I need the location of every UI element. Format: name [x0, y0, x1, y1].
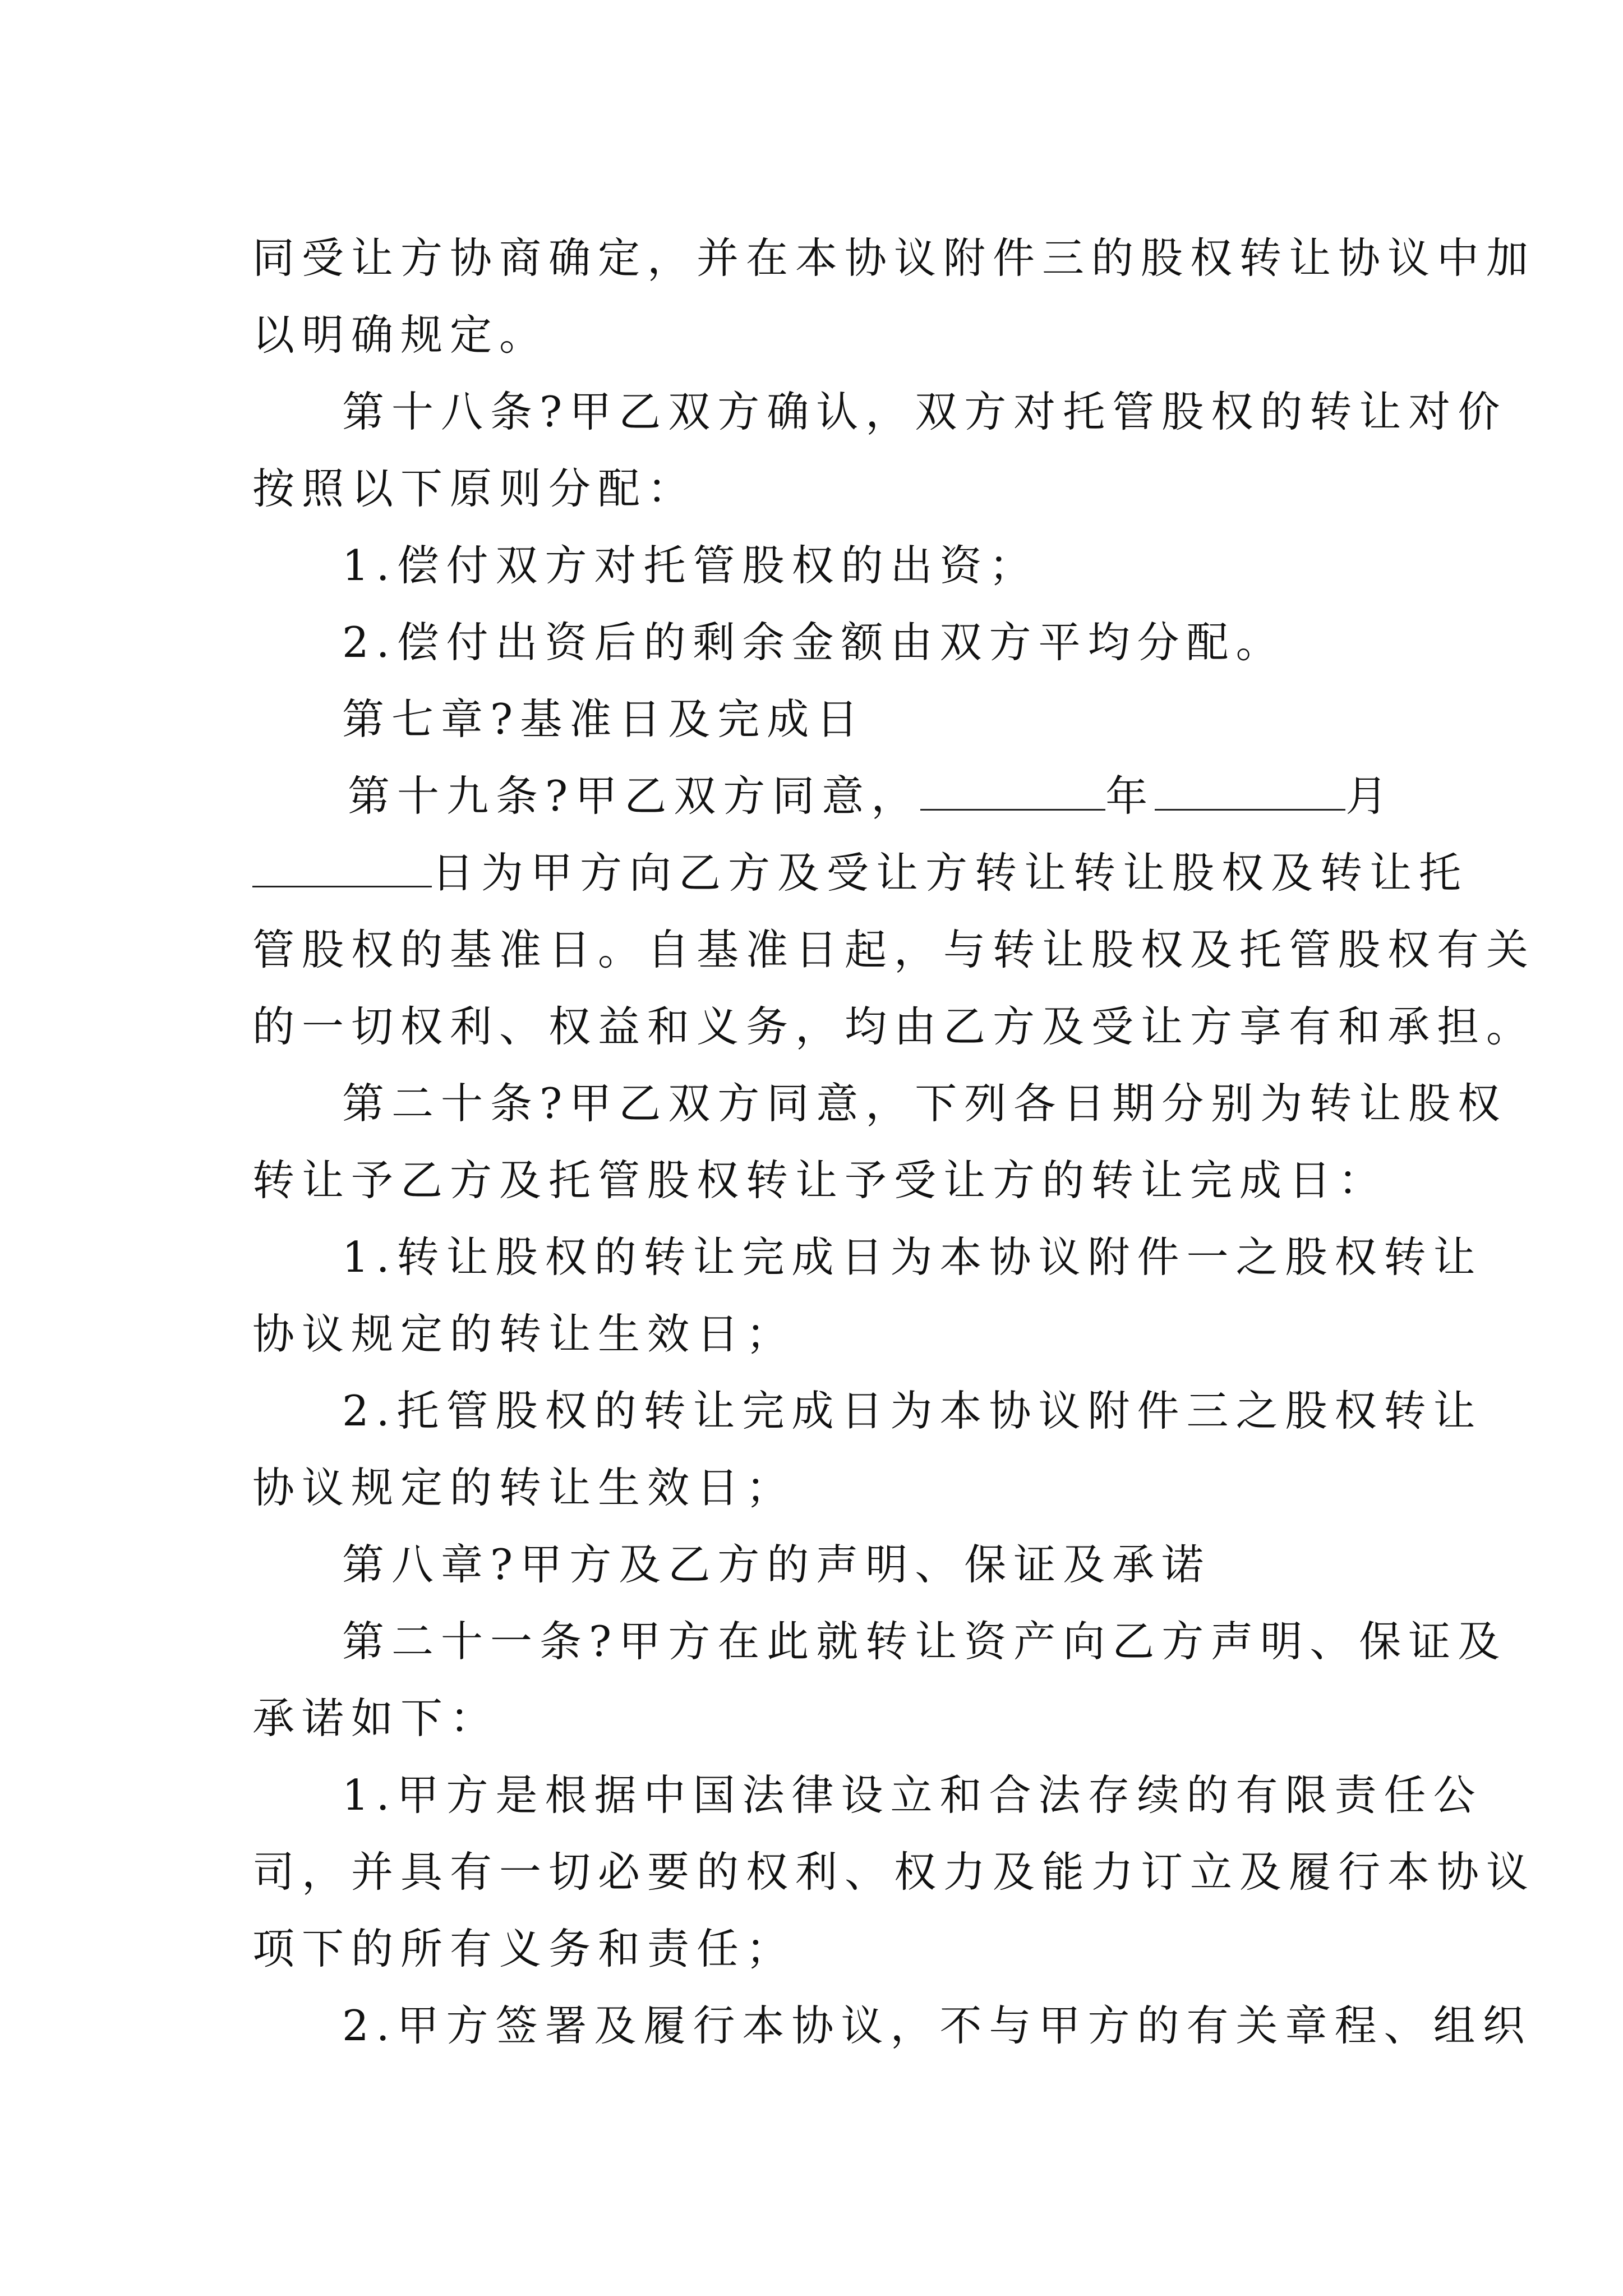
text-line: 按照以下原则分配：: [252, 464, 697, 513]
list-item: 1.偿付双方对托管股权的出资；: [342, 541, 1039, 590]
month-blank: [1155, 764, 1345, 811]
article-19-continued-line: [252, 834, 1468, 912]
article-19-line: [348, 757, 1395, 835]
article-21-heading-line: 第二十一条?甲方在此就转让资产向乙方声明、保证及: [342, 1617, 1507, 1666]
text-line: 以明确规定。: [252, 310, 549, 360]
day-text: 日为甲方向乙方及受让方转让转让股权及转让托: [432, 848, 1469, 898]
text-line: 管股权的基准日。自基准日起，与转让股权及托管股权有关: [252, 925, 1536, 974]
month-label: 月: [1345, 771, 1395, 821]
year-blank: [920, 764, 1105, 811]
text-line: 转让予乙方及托管股权转让予受让方的转让完成日：: [252, 1156, 1388, 1205]
article-18-heading-line: 第十八条?甲乙双方确认，双方对托管股权的转让对价: [342, 387, 1507, 436]
list-item: 1.转让股权的转让完成日为本协议附件一之股权转让: [342, 1232, 1483, 1282]
day-blank: [252, 841, 432, 887]
article-19-text: 第十九条?甲乙双方同意，: [348, 771, 921, 821]
text-line: 协议规定的转让生效日；: [252, 1309, 796, 1359]
list-item: 2.甲方签署及履行本协议，不与甲方的有关章程、组织: [342, 2001, 1532, 2050]
chapter-8-heading: 第八章?甲方及乙方的声明、保证及承诺: [342, 1540, 1211, 1589]
year-label: 年: [1105, 771, 1155, 821]
list-item: 2.托管股权的转让完成日为本协议附件三之股权转让: [342, 1386, 1483, 1435]
list-item: 1.甲方是根据中国法律设立和合法存续的有限责任公: [342, 1770, 1483, 1820]
text-line: 承诺如下：: [252, 1694, 500, 1743]
text-line: 项下的所有义务和责任；: [252, 1924, 796, 1973]
list-item: 2.偿付出资后的剩余金额由双方平均分配。: [342, 618, 1285, 667]
article-20-heading-line: 第二十条?甲乙双方同意，下列各日期分别为转让股权: [342, 1079, 1507, 1128]
text-line: 司，并具有一切必要的权利、权力及能力订立及履行本协议: [252, 1847, 1536, 1897]
chapter-7-heading: 第七章?基准日及完成日: [342, 694, 866, 744]
text-line: 的一切权利、权益和义务，均由乙方及受让方享有和承担。: [252, 1002, 1536, 1051]
text-line: 协议规定的转让生效日；: [252, 1463, 796, 1512]
text-line: 同受让方协商确定，并在本协议附件三的股权转让协议中加: [252, 233, 1536, 283]
